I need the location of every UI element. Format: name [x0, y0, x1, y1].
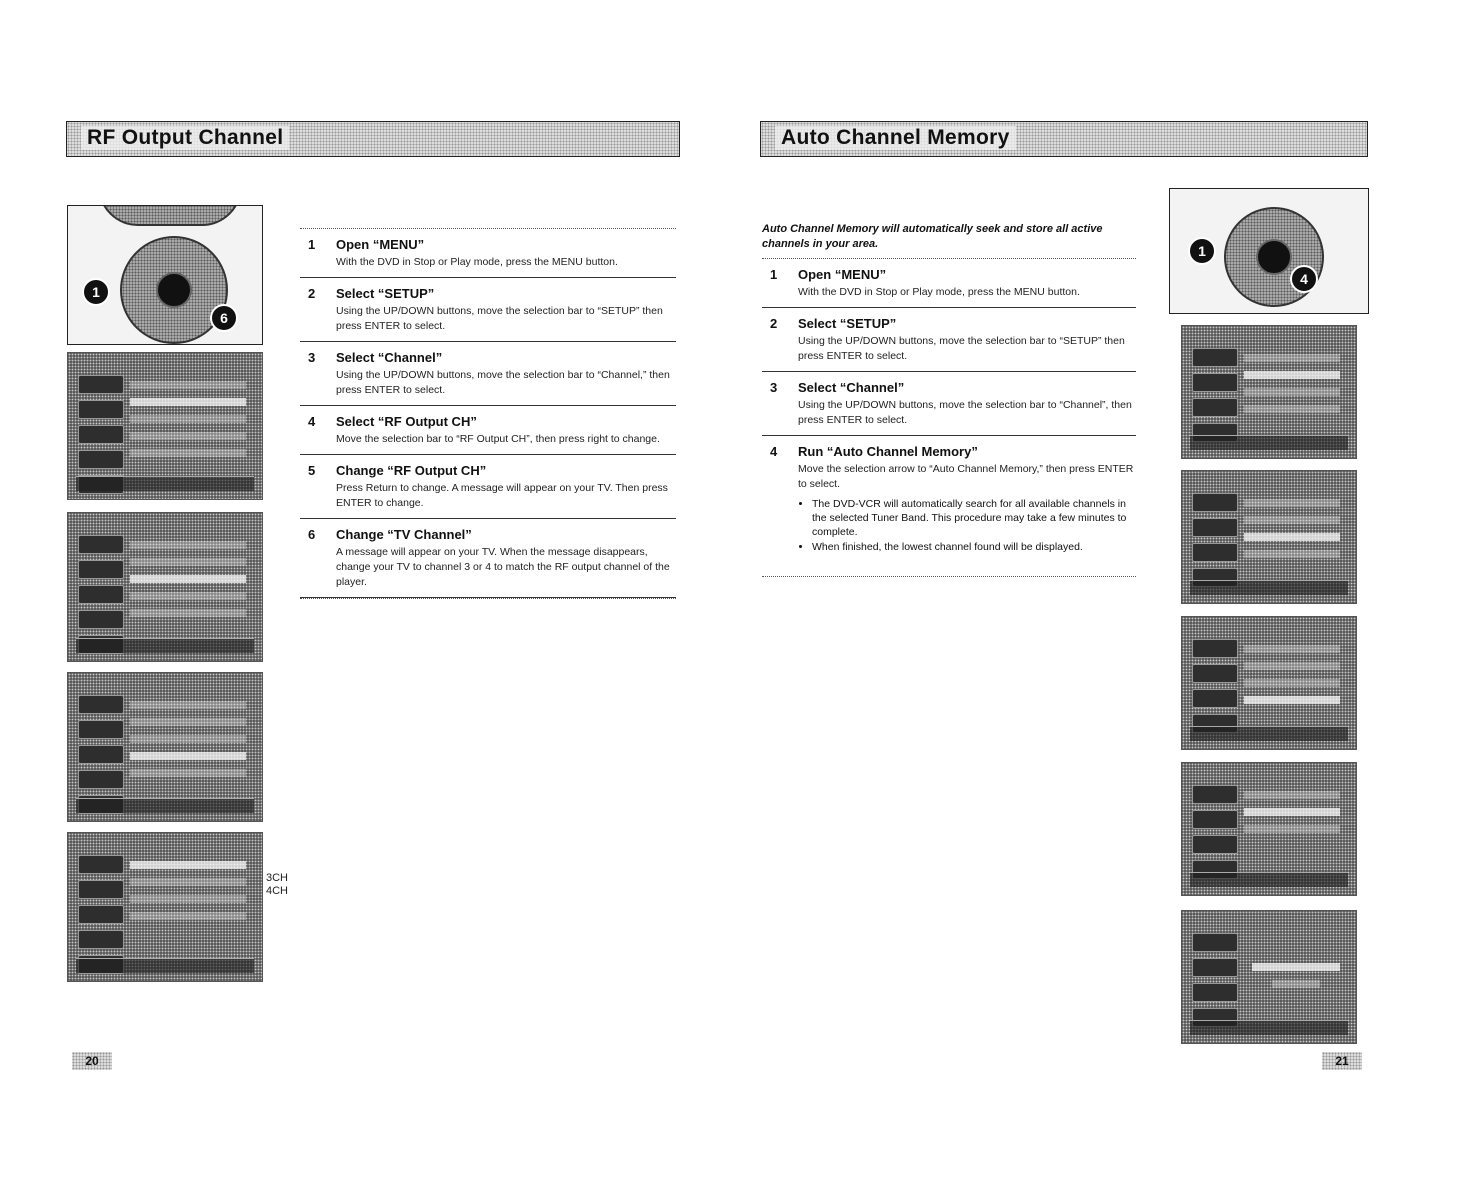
- step-number: 5: [308, 463, 316, 478]
- step-body: With the DVD in Stop or Play mode, press the MENU button.: [336, 256, 618, 268]
- top-buttons: [98, 205, 242, 226]
- step-number: 6: [308, 527, 316, 542]
- step-5: [300, 455, 676, 519]
- step-number: 3: [308, 350, 316, 365]
- step-body: Move the selection arrow to “Auto Channel Memory,” then press ENTER to select.: [798, 463, 1134, 490]
- step-number: 2: [770, 316, 778, 331]
- auto-step-bullets: [798, 497, 1136, 554]
- auto-menu-screen-2: [1181, 470, 1357, 604]
- step-heading: Select “Channel”: [798, 380, 905, 395]
- step-heading: Run “Auto Channel Memory”: [798, 444, 978, 459]
- auto-step-2: [762, 308, 1136, 372]
- auto-channel-title: Auto Channel Memory: [775, 126, 1016, 150]
- page-number-left: 20: [72, 1052, 112, 1070]
- bullet-item: • The DVD-VCR will automatically search for all available channels in the selected Tuner Band. This procedure may take a few minutes to complete.: [812, 497, 1136, 539]
- auto-menu-screen-1: [1181, 325, 1357, 459]
- step-6: [300, 519, 676, 598]
- step-number: 4: [308, 414, 316, 429]
- step-badge-1: 1: [1188, 237, 1216, 265]
- step-heading: Change “TV Channel”: [336, 527, 472, 542]
- step-body: Using the UP/DOWN buttons, move the selection bar to “Channel,” then press ENTER to select.: [336, 369, 670, 396]
- auto-menu-screen-3: [1181, 616, 1357, 750]
- step-2: [300, 278, 676, 342]
- rf-output-banner: [66, 121, 680, 157]
- step-heading: Select “SETUP”: [336, 286, 435, 301]
- auto-menu-screen-searching: [1181, 910, 1357, 1044]
- step-heading: Select “Channel”: [336, 350, 443, 365]
- step-3: [300, 342, 676, 406]
- step-body: Move the selection bar to “RF Output CH”, then press right to change.: [336, 433, 660, 445]
- menu-screen-channel: [67, 672, 263, 822]
- step-heading: Change “RF Output CH”: [336, 463, 487, 478]
- auto-channel-banner: [760, 121, 1368, 157]
- rf-output-steps: [300, 228, 676, 599]
- intro-text: Auto Channel Memory will automatically seek and store all active channels in your area.: [762, 223, 1103, 250]
- step-heading: Open “MENU”: [336, 237, 425, 252]
- menu-screen-setup-2: [67, 512, 263, 662]
- enter-button: [1256, 239, 1292, 275]
- remote-illustration-right: [1169, 188, 1369, 314]
- bullet-item: • When finished, the lowest channel found will be displayed.: [812, 540, 1136, 554]
- step-body: Using the UP/DOWN buttons, move the selection bar to “Channel”, then press ENTER to select.: [798, 399, 1132, 426]
- menu-screen-setup-1: [67, 352, 263, 500]
- auto-channel-content: [762, 222, 1136, 577]
- step-badge-1: 1: [82, 278, 110, 306]
- step-body: Using the UP/DOWN buttons, move the selection bar to “SETUP” then press ENTER to select.: [798, 335, 1125, 362]
- step-number: 4: [770, 444, 778, 459]
- step-4: [300, 406, 676, 455]
- auto-menu-screen-channel: [1181, 762, 1357, 896]
- channel-options: [266, 872, 288, 898]
- remote-illustration-left: [67, 205, 263, 345]
- step-heading: Open “MENU”: [798, 267, 887, 282]
- step-number: 1: [308, 237, 316, 252]
- step-number: 3: [770, 380, 778, 395]
- enter-button: [156, 272, 192, 308]
- step-number: 1: [770, 267, 778, 282]
- step-number: 2: [308, 286, 316, 301]
- channel-option-4ch: 4CH: [266, 885, 289, 897]
- channel-option-3ch: 3CH: [266, 872, 289, 884]
- step-1: [300, 229, 676, 278]
- step-heading: Select “RF Output CH”: [336, 414, 477, 429]
- menu-screen-rf-output: [67, 832, 263, 982]
- step-badge-4: 4: [1290, 265, 1318, 293]
- page-number-right: 21: [1322, 1052, 1362, 1070]
- step-heading: Select “SETUP”: [798, 316, 897, 331]
- step-body: Press Return to change. A message will appear on your TV. Then press ENTER to change.: [336, 482, 668, 509]
- step-body: Using the UP/DOWN buttons, move the selection bar to “SETUP” then press ENTER to select.: [336, 305, 663, 332]
- step-badge-6: 6: [210, 304, 238, 332]
- auto-step-3: [762, 372, 1136, 436]
- auto-step-4: [762, 436, 1136, 562]
- auto-step-1: [762, 259, 1136, 308]
- rf-output-title: RF Output Channel: [81, 126, 289, 150]
- step-body: A message will appear on your TV. When the message disappears, change your TV to channel 3 or 4 to match the RF output channel of the player.: [336, 546, 670, 588]
- step-body: With the DVD in Stop or Play mode, press the MENU button.: [798, 286, 1080, 298]
